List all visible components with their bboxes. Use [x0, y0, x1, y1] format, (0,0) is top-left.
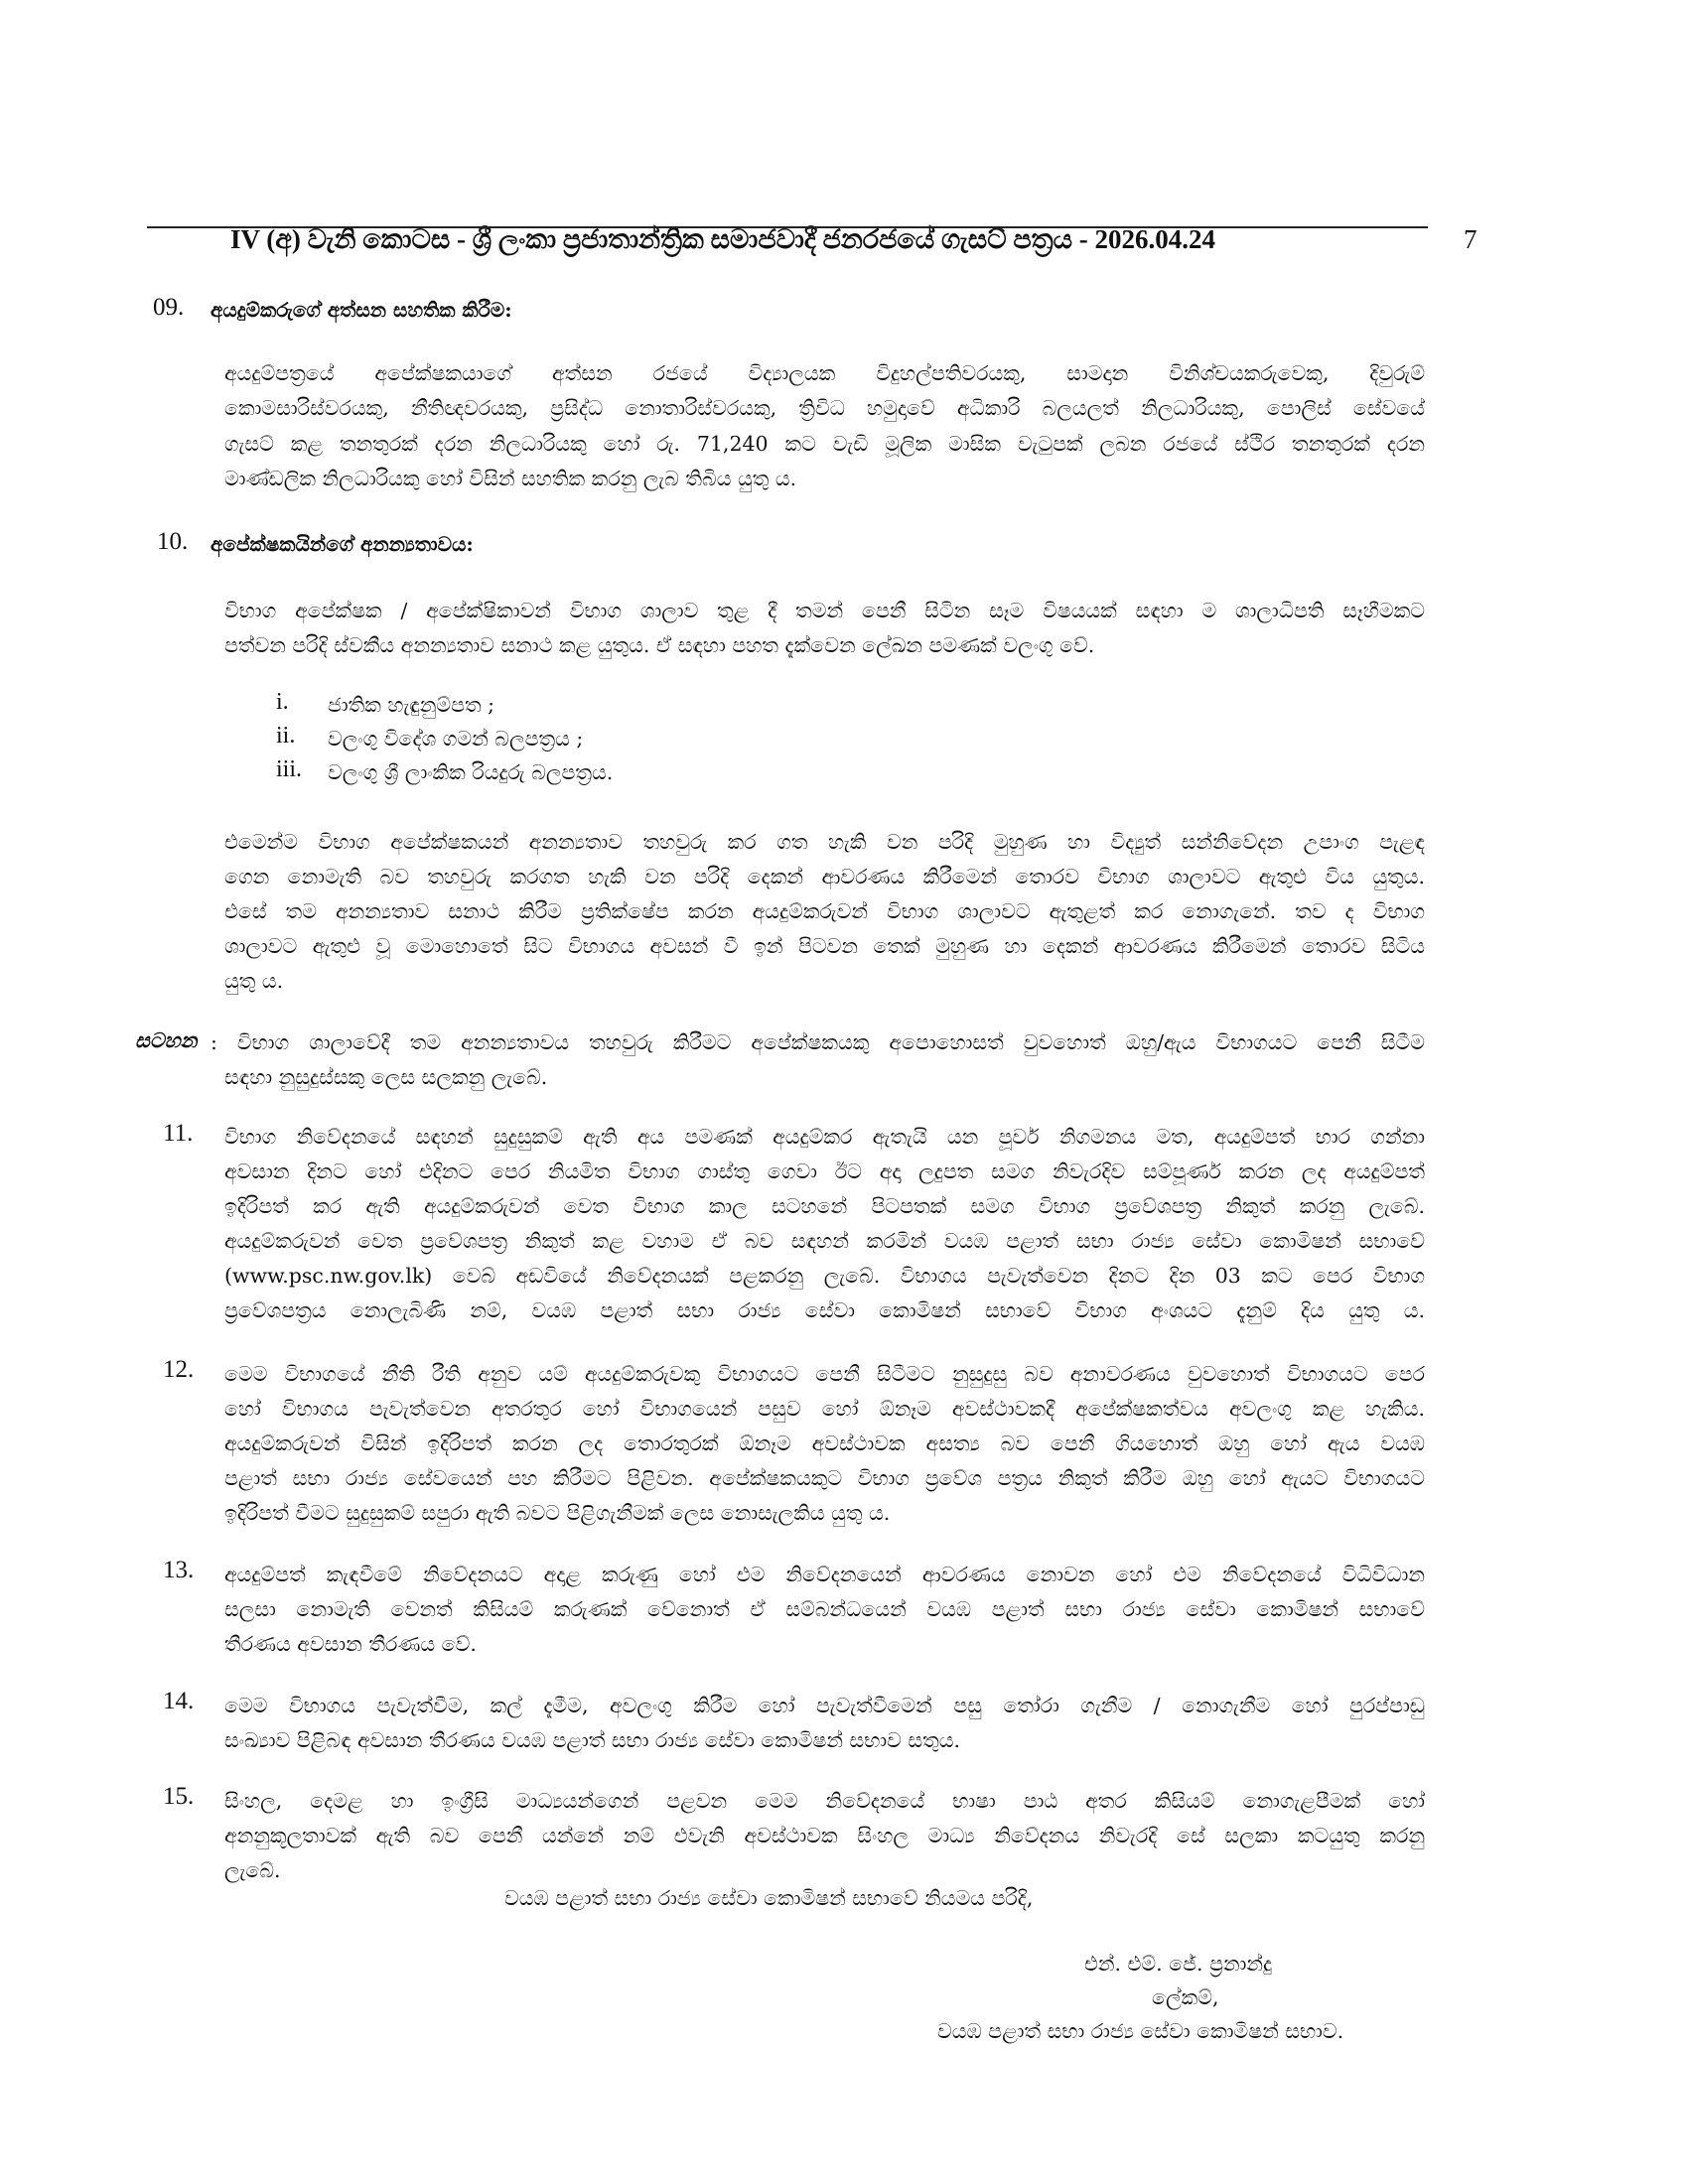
paragraph-line: සලසා නොමැති වෙනත් කිසියම් කරුණක් වේනොත් ඒ සම්බන්ධයෙන් වයඹ පළාත් සභා රාජ්‍ය සේවා කොමිෂන් සභාවේ: [224, 1597, 1425, 1621]
note-line: සඳහා නුසුදුස්සකු ලෙස සලකනු ලැබේ.: [224, 1065, 548, 1089]
paragraph-line: ශාලාවට ඇතුළු වූ මොහොතේ සිට විභාගය අවසන් වී ඉන් පිටවන තෙක් මුහුණ හා දෙකන් ආවරණය කිරීමෙන් තොරව සිටිය: [224, 934, 1425, 958]
paragraph-line: ප්‍රවේශපත්‍රය නොලැබිණි නම්, වයඹ පළාත් සභා රාජ්‍ය සේවා කොමිෂන් සභාවේ විභාග අංශයට දැනුම් දිය යුතු ය.: [224, 1298, 1425, 1322]
section-number: 12.: [163, 1356, 195, 1383]
paragraph-line: යුතු ය.: [224, 969, 284, 993]
paragraph-line: මෙම විභාගය පැවැත්වීම, කල් දැමීම, අවලංගු කිරීම හෝ පැවැත්වීමෙන් පසු තෝරා ගැනීම / නොගැනීම හෝ පුරප්පාඩු: [224, 1694, 1425, 1717]
list-item: ජාතික හැඳුනුම්පත ;: [328, 693, 495, 717]
note-line: : විභාග ශාලාවේදී තම අනන්‍යතාවය තහවුරු කිරීමට අපේක්ෂකයකු අපොහොසත් වුවහොත් ඔහු/ඇය විභාගයට පෙනී සිටීම: [211, 1030, 1425, 1054]
list-numeral: iii.: [276, 756, 303, 782]
section-number: 10.: [157, 528, 189, 555]
paragraph-line: පළාත් සභා රාජ්‍ය සේවයෙන් පහ කිරීමට පිළිවන. අපේක්ෂකයකුට විභාග ප්‍රවේශ පත්‍රය නිකුත් කිරීම ඔහු හෝ ඇයට විභාගයට: [224, 1466, 1425, 1490]
signatory-name: එන්. එම්. ජේ. ප්‍රනාන්දු: [1084, 1952, 1273, 1976]
paragraph-line: අයදුම්පත්‍රයේ අපේක්ෂකයාගේ අත්සන රජයේ විද්‍යාලයක විදුහල්පතිවරයකු, සාමදාන විනිශ්චයකරුවෙකු, දිවුරුම්: [224, 361, 1425, 385]
note-label: සටහන: [135, 1028, 198, 1052]
paragraph-line: අයදුම්කරුවන් වෙත ප්‍රවේශපත්‍ර නිකුත් කළ වහාම ඒ බව සඳහන් කරමින් වයඹ පළාත් සභා රාජ්‍ය සේවා කොමිෂන් සභාවේ: [224, 1229, 1425, 1253]
paragraph-line: අනනුකූලතාවක් ඇති බව පෙනී යන්නේ නම් එවැනි අවස්ථාවක සිංහල මාධ්‍ය නිවේදනය නිවැරදි සේ සලකා කටයුතු කරනු: [224, 1824, 1425, 1847]
page-number: 7: [1464, 224, 1477, 254]
paragraph-line: අයදුම්කරුවන් විසින් ඉදිරිපත් කරන ලද තොරතුරක් ඕනෑම අවස්ථාවක අසත්‍ය බව පෙනී ගියහොත් ඔහු හෝ ඇය වයඹ: [224, 1432, 1425, 1455]
header-rule: [147, 226, 1428, 228]
paragraph-line: අයදුම්පත් කැඳවීමේ නිවේදනයට අදාළ කරුණු හෝ එම නිවේදනයෙන් ආවරණය නොවන හෝ එම නිවේදනයේ විධිවිධාන: [224, 1563, 1425, 1586]
list-numeral: ii.: [276, 723, 296, 749]
paragraph-line: ඉදිරිපත් කර ඇති අයදුම්කරුවන් වෙත විභාග කාල සටහනේ පිටපතක් සමග විභාග ප්‍රවේශපත්‍ර නිකුත් කරනු ලැබේ.: [224, 1194, 1425, 1218]
paragraph-line: මෙම විභාගයේ නීති රීති අනුව යම් අයදුම්කරුවකු විභාගයට පෙනී සිටීමට නුසුදුසු බව අනාවරණය වුවහොත් විභාගයට පෙර: [224, 1362, 1425, 1386]
section-title: අපේක්ෂකයින්ගේ අනන්‍යතාවය:: [211, 532, 474, 556]
list-numeral: i.: [276, 689, 289, 715]
paragraph-line: (www.psc.nw.gov.lk) වෙබ් අඩවියේ නිවේදනයක් පළකරනු ලැබේ. විභාගය පැවැත්වෙන දිනට දින 03 කට පෙර විභාග: [224, 1264, 1425, 1288]
paragraph-line: පත්වන පරිදි ස්වකීය අනන්‍යතාව සනාථ කළ යුතුය. ඒ සඳහා පහත දැක්වෙන ලේඛන පමණක් වලංගු වේ.: [224, 633, 1095, 657]
paragraph-line: විභාග අපේක්ෂක / අපේක්ෂිකාවන් විභාග ශාලාව තුළ දී තමන් පෙනී සිටින සෑම විෂයයක් සඳහා ම ශාලාධිපති සෑහීමකට: [224, 599, 1425, 622]
paragraph-line: තීරණය අවසාන තීරණය වේ.: [224, 1632, 477, 1656]
signatory-title: ලේකම්,: [1152, 1985, 1219, 2009]
paragraph-line: එසේ තම අනන්‍යතාව සනාථ කිරීම ප්‍රතික්ෂේප කරන අයදුම්කරුවන් විභාග ශාලාවට ඇතුළත් කර නොගැනේ. තව ද විභාග: [224, 899, 1425, 923]
paragraph-line: ඉදිරිපත් වීමට සුදුසුකම් සපුරා ඇති බවට පිළිගැනීමක් ලෙස නොසැලකිය යුතු ය.: [224, 1501, 891, 1525]
section-number: 13.: [163, 1557, 195, 1583]
paragraph-line: සිංහල, දෙමළ හා ඉංග්‍රීසි මාධ්‍යයන්ගෙන් පළවන මෙම නිවේදනයේ භාෂා පාඨ අතර කිසියම් නොගැළපීමක් හෝ: [224, 1789, 1425, 1813]
closing-order: වයඹ පළාත් සභා රාජ්‍ය සේවා කොමිෂන් සභාවේ නියමය පරිදි,: [504, 1886, 1034, 1910]
section-number: 15.: [163, 1783, 195, 1810]
section-title: අයදුම්කරුගේ අත්සන සහතික කිරීම:: [211, 298, 512, 322]
paragraph-line: එමෙන්ම විභාග අපේක්ෂකයන් අනන්‍යතාව තහවුරු කර ගත හැකි වන පරිදි මුහුණ හා විද්‍යුත් සන්නිවේදන උපාංග පැළඳ: [224, 830, 1425, 854]
section-number: 11.: [163, 1120, 194, 1147]
paragraph-line: කොමසාරිස්වරයකු, නීතිඥවරයකු, ප්‍රසිද්ධ නොතාරිස්වරයකු, ත්‍රිවිධ හමුදාවේ අධිකාරි බලයලත් නිලධාරියකු, පොලිස් සේවයේ: [224, 396, 1425, 420]
paragraph-line: විභාග නිවේදනයේ සඳහන් සුදුසුකම් ඇති අය පමණක් අයදුම්කර ඇතැයි යන පූර්ව නිගමනය මත, අයදුම්පත් භාර ගන්නා: [224, 1125, 1425, 1149]
paragraph-line: සංඛ්‍යාව පිළිබඳ අවසාන තීරණය වයඹ පළාත් සභා රාජ්‍ය සේවා කොමිෂන් සභාව සතුය.: [224, 1728, 961, 1752]
list-item: වලංගු විදේශ ගමන් බලපත්‍රය ;: [328, 727, 584, 751]
signatory-office: වයඹ පළාත් සභා රාජ්‍ය සේවා කොමිෂන් සභාව.: [937, 2019, 1344, 2043]
list-item: වලංගු ශ්‍රී ලාංකික රියදුරු බලපත්‍රය.: [328, 760, 614, 784]
paragraph-line: ගෙන නොමැති බව තහවුරු කරගත හැකි වන පරිදි දෙකන් ආවරණය කිරීමෙන් තොරව විභාග ශාලාවට ඇතුළු විය යුතුය.: [224, 865, 1425, 888]
paragraph-line: හෝ විභාගය පැවැත්වෙන අතරතුර හෝ විභාගයෙන් පසුව හෝ ඕනෑම අවස්ථාවකදී අපේක්ෂකත්වය අවලංගු කළ හැකිය.: [224, 1397, 1425, 1421]
section-number: 14.: [163, 1688, 195, 1714]
paragraph-line: මාණ්ඩලික නිලධාරියකු හෝ විසින් සහතික කරනු ලැබ තිබිය යුතු ය.: [224, 467, 797, 490]
paragraph-line: අවසාන දිනට හෝ එදිනට පෙර නියමිත විභාග ගාස්තු ගෙවා ඊට අදා ලදුපත සමග නිවැරදිව සම්පූර්ණ කරන ලද අයදුම්පත්: [224, 1160, 1425, 1183]
page-header-title: IV (අ) වැනි කොටස - ශ්‍රී ලංකා ප්‍රජාතාන්ත්‍රික සමාජවාදී ජනරජයේ ගැසට් පත්‍රය - 2026.04.24: [230, 224, 1215, 254]
paragraph-line: ලැබේ.: [224, 1858, 281, 1882]
section-number: 09.: [153, 294, 185, 321]
paragraph-line: ගැසට් කළ තනතුරක් දරන නිලධාරියකු හෝ රු. 71,240 කට වැඩි මූලික මාසික වැටුපක් ලබන රජයේ ස්ථිර තනතුරක් දරන: [224, 432, 1425, 456]
